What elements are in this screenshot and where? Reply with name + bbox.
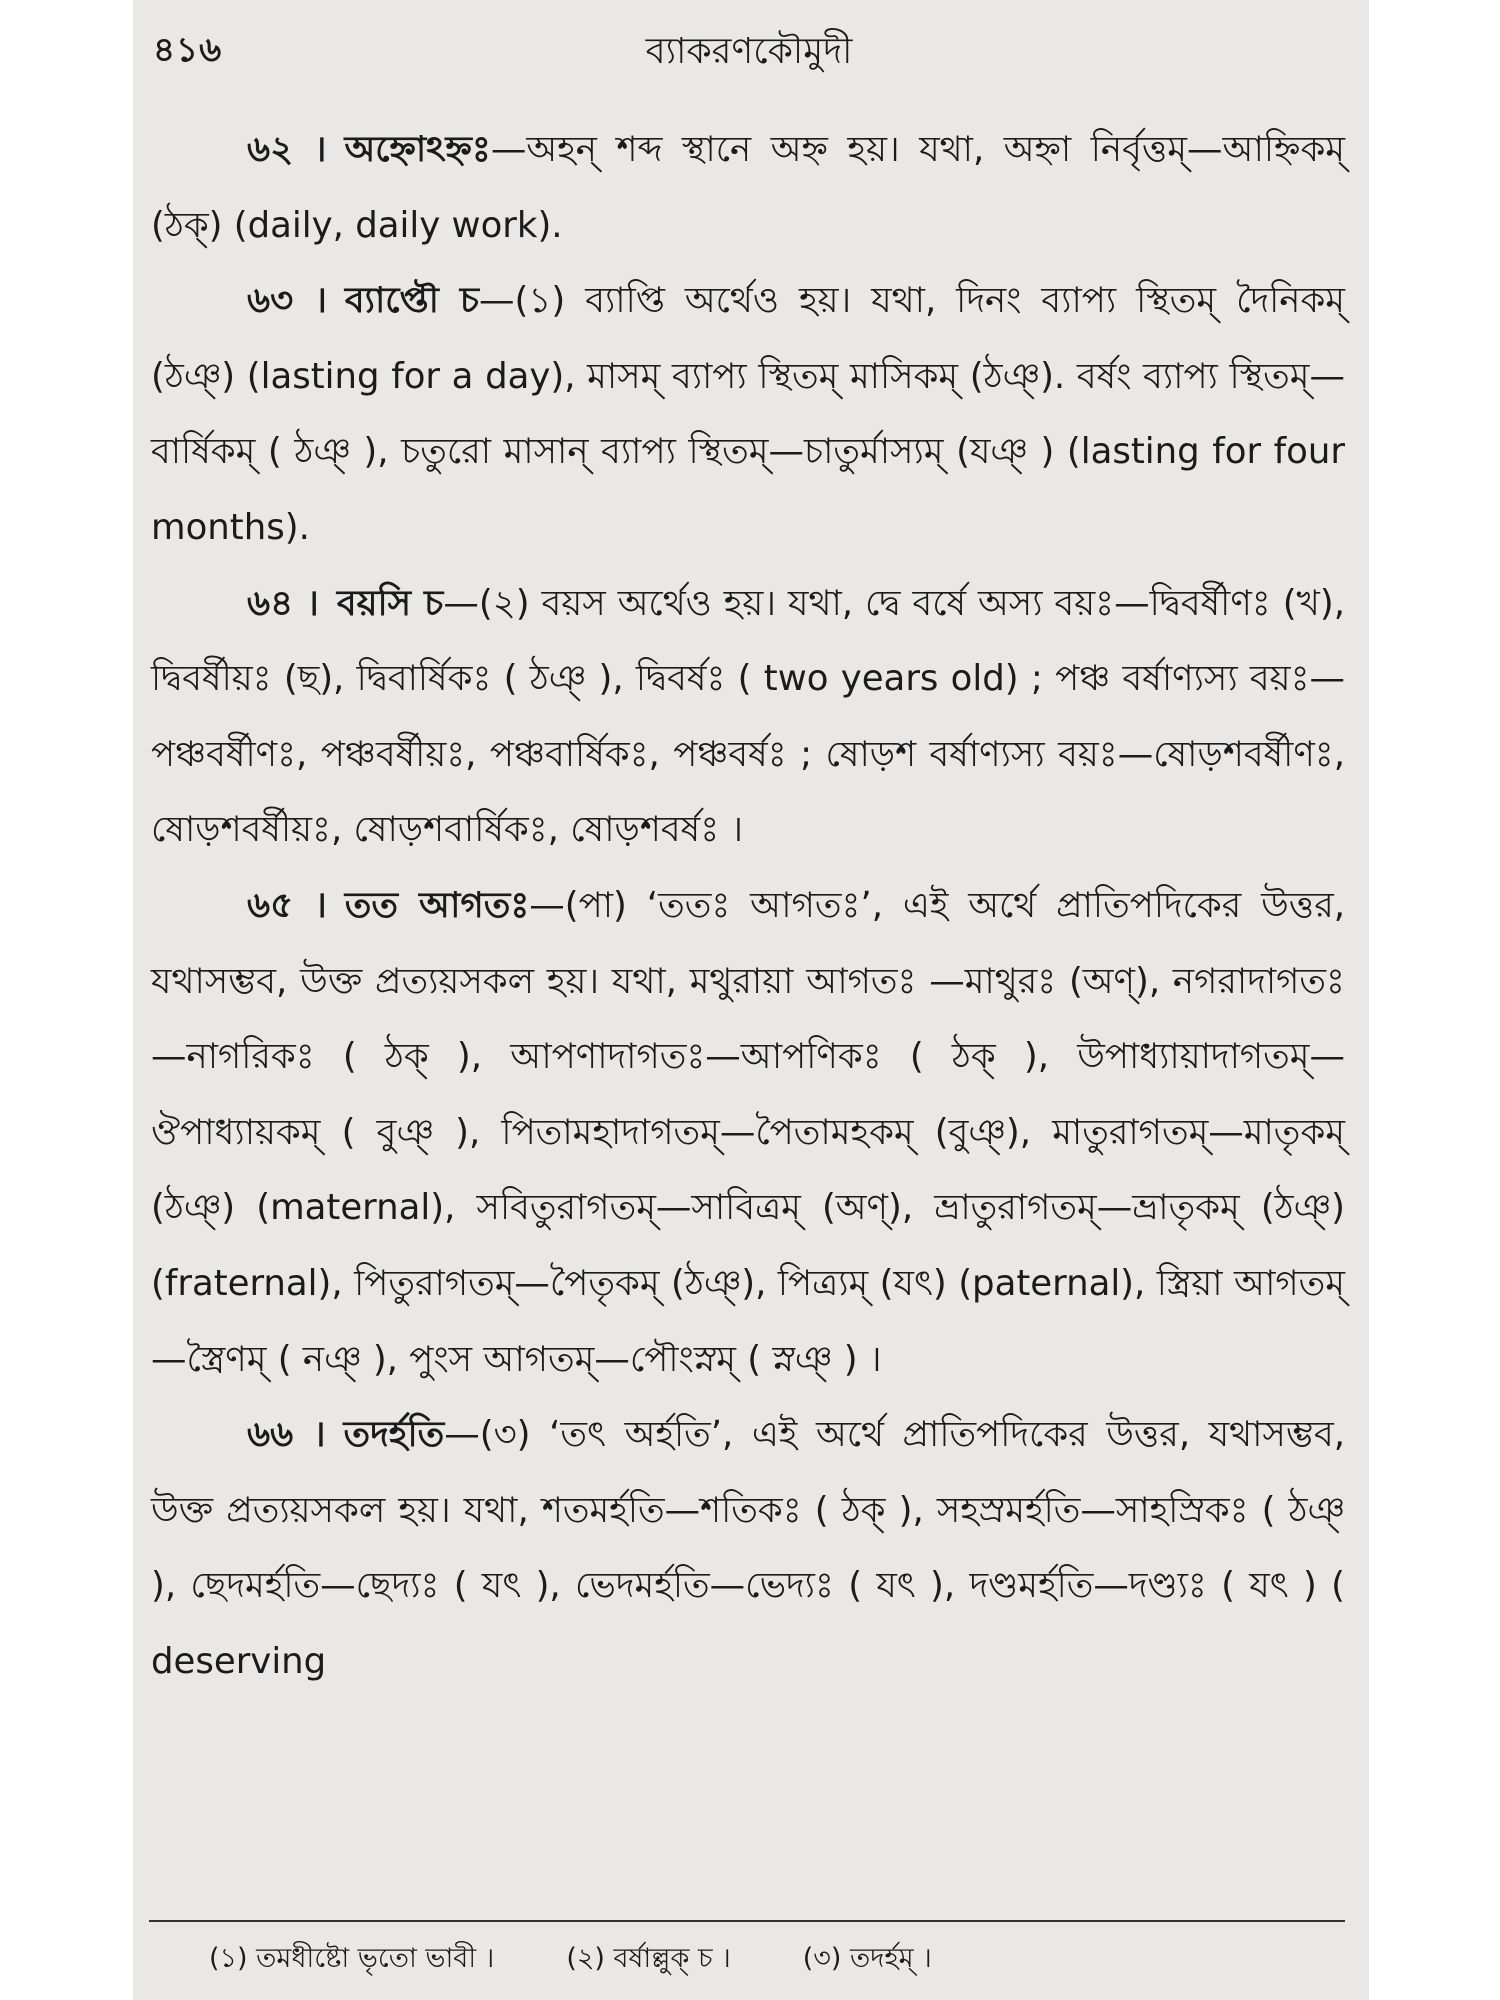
page-number: ৪১৬ bbox=[153, 30, 223, 70]
sutra-number: ৬২ । bbox=[247, 129, 327, 170]
sutra-name: অহ্নোঽহ্নঃ bbox=[344, 129, 491, 170]
sutra-name: তত আগতঃ bbox=[344, 884, 530, 926]
body-text bbox=[151, 112, 1345, 1699]
paragraph-62 bbox=[151, 112, 1345, 263]
footnote-1: (১) তমধীষ্টো ভৃতো ভাবী । bbox=[209, 1943, 495, 1974]
sutra-name: তদর্হতি bbox=[343, 1414, 445, 1456]
paragraph-text: —(পা) ‘ততঃ আগতঃ’, এই অর্থে প্রাতিপদিকের উত্তর, যথাসম্ভব, উক্ত প্রত্যয়সকল হয়। যথা, মথুরায়া আগতঃ —মাথুরঃ (অণ্), নগরাদাগতঃ—নাগরিকঃ ( ঠক্ ), আপণাদাগতঃ—আপণিকঃ ( ঠক্ ), উপাধ্যায়াদাগতম্—ঔপাধ্যায়কম্ ( বুঞ্ ), পিতামহাদাগতম্—পৈতামহকম্ (বুঞ্), মাতুরাগতম্—মাতৃকম্ (ঠঞ্) (maternal), সবিতুরাগতম্—সাবিত্রম্ (অণ্), ভ্রাতুরাগতম্—ভ্রাতৃকম্ (ঠঞ্) (fraternal), পিতুরাগতম্—পৈতৃকম্ (ঠঞ্), পিত্র্যম্ (যৎ) (paternal), স্ত্রিয়া আগতম্—স্ত্রৈণম্ ( নঞ্ ), পুংস আগতম্—পৌংস্নম্ ( স্নঞ্ ) । bbox=[151, 884, 1346, 1380]
sutra-number: ৬৬ । bbox=[247, 1414, 326, 1456]
footnotes bbox=[209, 1938, 1345, 1983]
paragraph-text: —(৩) ‘তৎ অর্হতি’, এই অর্থে প্রাতিপদিকের উত্তর, যথাসম্ভব, উক্ত প্রত্যয়সকল হয়। যথা, শতমর্হতি—শতিকঃ ( ঠক্ ), সহস্রমর্হতি—সাহস্রিকঃ ( ঠঞ্ ), ছেদমর্হতি—ছেদ্যঃ ( যৎ ), ভেদমর্হতি—ভেদ্যঃ ( যৎ ), দণ্ডমর্হতি—দণ্ড্যঃ ( যৎ ) ( deserving bbox=[151, 1414, 1345, 1682]
book-page bbox=[133, 0, 1369, 2000]
footnote-2: (২) বর্ষাল্লুক্ চ । bbox=[566, 1943, 731, 1974]
running-title: ব্যাকরণকৌমুদী bbox=[645, 31, 853, 72]
paragraph-64 bbox=[151, 566, 1345, 868]
footnote-divider bbox=[149, 1920, 1345, 1922]
sutra-number: ৬৩ । bbox=[247, 280, 327, 322]
sutra-name: ব্যাপ্তৌ চ bbox=[344, 280, 480, 322]
paragraph-text: —(২) বয়স অর্থেও হয়। যথা, দ্বে বর্ষে অস্য বয়ঃ—দ্বিবর্ষীণঃ (খ), দ্বিবর্ষীয়ঃ (ছ), দ্বিবার্ষিকঃ ( ঠঞ্ ), দ্বিবর্ষঃ ( two years old) ; পঞ্চ বর্ষাণ্যস্য বয়ঃ—পঞ্চবর্ষীণঃ, পঞ্চবর্ষীয়ঃ, পঞ্চবার্ষিকঃ, পঞ্চবর্ষঃ ; ষোড়শ বর্ষাণ্যস্য বয়ঃ—ষোড়শবর্ষীণঃ, ষোড়শবর্ষীয়ঃ, ষোড়শবার্ষিকঃ, ষোড়শবর্ষঃ । bbox=[151, 582, 1346, 851]
page-header bbox=[153, 16, 1345, 76]
paragraph-text: —অহন্ শব্দ স্থানে অহ্ন হয়। যথা, অহ্না নির্বৃত্তম্—আহ্নিকম্ (ঠক্) (daily, daily work). bbox=[151, 129, 1345, 246]
paragraph-63 bbox=[151, 263, 1345, 565]
sutra-number: ৬৪ । bbox=[247, 582, 319, 624]
paragraph-66 bbox=[151, 1397, 1345, 1699]
paragraph-text: —(১) ব্যাপ্তি অর্থেও হয়। যথা, দিনং ব্যাপ্য স্থিতম্ দৈনিকম্ (ঠঞ্) (lasting for a day), মাসম্ ব্যাপ্য স্থিতম্ মাসিকম্ (ঠঞ্). বর্ষং ব্যাপ্য স্থিতম্—বার্ষিকম্ ( ঠঞ্ ), চতুরো মাসান্ ব্যাপ্য স্থিতম্—চাতুর্মাস্যম্ (যঞ্ ) (lasting for four months). bbox=[151, 280, 1345, 548]
paragraph-65 bbox=[151, 868, 1345, 1397]
footnote-3: (৩) তদর্হম্ । bbox=[802, 1943, 932, 1974]
sutra-name: বয়সি চ bbox=[336, 582, 444, 624]
sutra-number: ৬৫ । bbox=[247, 884, 327, 926]
